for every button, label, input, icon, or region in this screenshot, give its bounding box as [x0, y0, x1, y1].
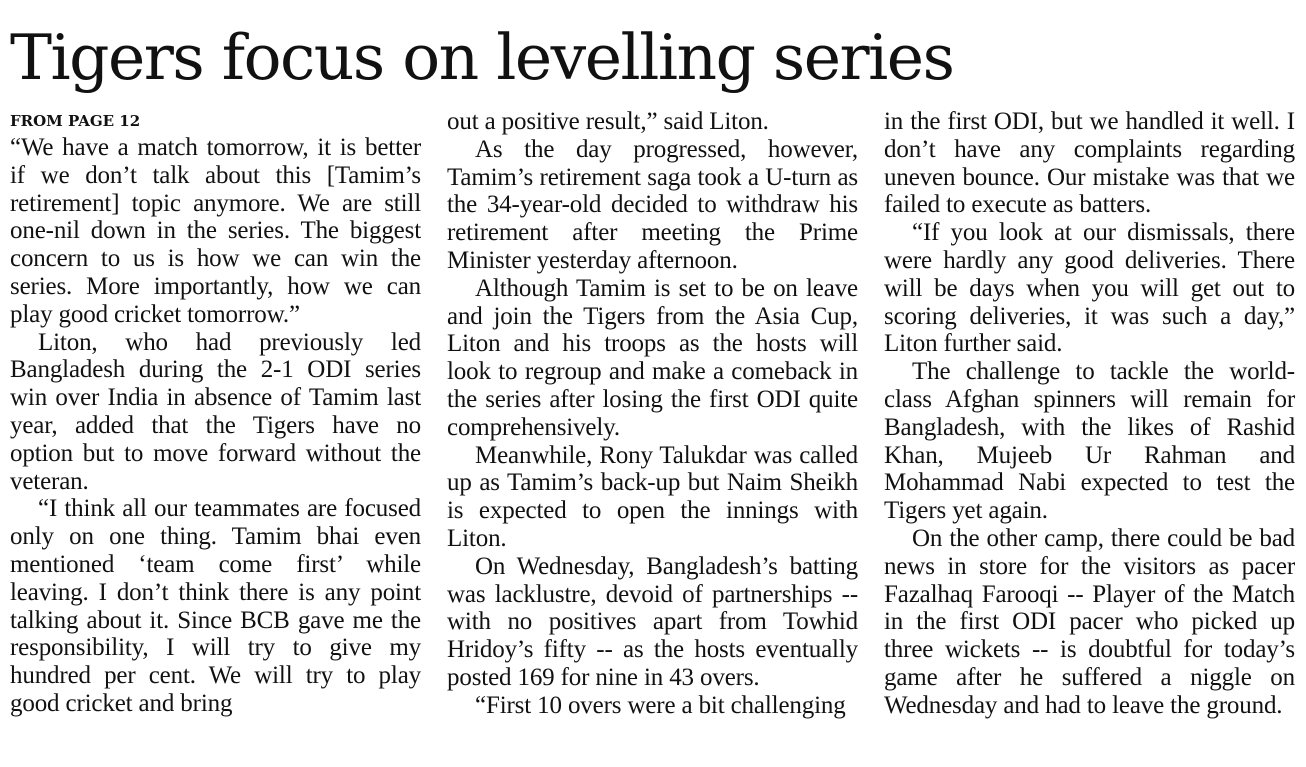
- paragraph: “First 10 overs were a bit challenging: [475, 691, 846, 719]
- paragraph: out a positive result,” said Liton.: [447, 108, 769, 135]
- paragraph: Although Tamim is set to be on leave and join the Tigers from the Asia Cup, Liton and his troops as the hosts will look to regroup and make a comeback in the series after losing the first ODI quite comprehensively.: [447, 274, 858, 441]
- article-body: [0, 108, 1306, 767]
- paragraph: On Wednesday, Bangladesh’s batting was lacklustre, devoid of partnerships -- with no positives apart from Towhid Hridoy’s fifty -- as the hosts eventually posted 169 for nine in 43 overs.: [447, 552, 858, 691]
- paragraph: Liton, who had previously led Bangladesh during the 2-1 ODI series win over India in absence of Tamim last year, added that the Tigers have no option but to move forward without the veteran.: [10, 328, 421, 495]
- paragraph: “We have a match tomorrow, it is better if we don’t talk about this [Tamim’s retirement] topic anymore. We are still one-nil down in the series. The biggest concern to us is how we can win the series. More importantly, how we can play good cricket tomorrow.”: [10, 134, 421, 328]
- article-column-2: [447, 108, 858, 720]
- paragraph: The challenge to tackle the world-class Afghan spinners will remain for Bangladesh, with the likes of Rashid Khan, Mujeeb Ur Rahman and Mohammad Nabi expected to test the Tigers yet again.: [884, 358, 1295, 525]
- paragraph: “If you look at our dismissals, there were hardly any good deliveries. There will be days when you will get out to scoring deliveries, it was such a day,” Liton further said.: [884, 219, 1295, 358]
- paragraph: As the day progressed, however, Tamim’s retirement saga took a U-turn as the 34-year-old decided to withdraw his retirement after meeting the Prime Minister yesterday afternoon.: [447, 135, 858, 274]
- paragraph: On the other camp, there could be bad news in store for the visitors as pacer Fazalhaq Farooqi -- Player of the Match in the first ODI pacer who picked up three wickets -- is doubtful for today’s game after he suffered a niggle on Wednesday and had to leave the ground.: [884, 524, 1295, 719]
- paragraph: “I think all our teammates are focused only on one thing. Tamim bhai even mentioned ‘team come first’ while leaving. I don’t think there is any point talking about it. Since BCB gave me the responsibility, I will try to give my hundred per cent. We will try to play good cricket and bring: [10, 495, 421, 717]
- paragraph: in the first ODI, but we handled it well. I don’t have any complaints regarding uneven bounce. Our mistake was that we failed to execute as batters.: [884, 108, 1295, 219]
- article-column-1: [10, 108, 421, 718]
- article-column-3: [884, 108, 1295, 720]
- paragraph: Meanwhile, Rony Talukdar was called up as Tamim’s back-up but Naim Sheikh is expected to open the innings with Liton.: [447, 441, 858, 552]
- headline: Tigers focus on levelling series: [10, 21, 954, 94]
- continued-from-label: FROM PAGE 12: [10, 112, 141, 130]
